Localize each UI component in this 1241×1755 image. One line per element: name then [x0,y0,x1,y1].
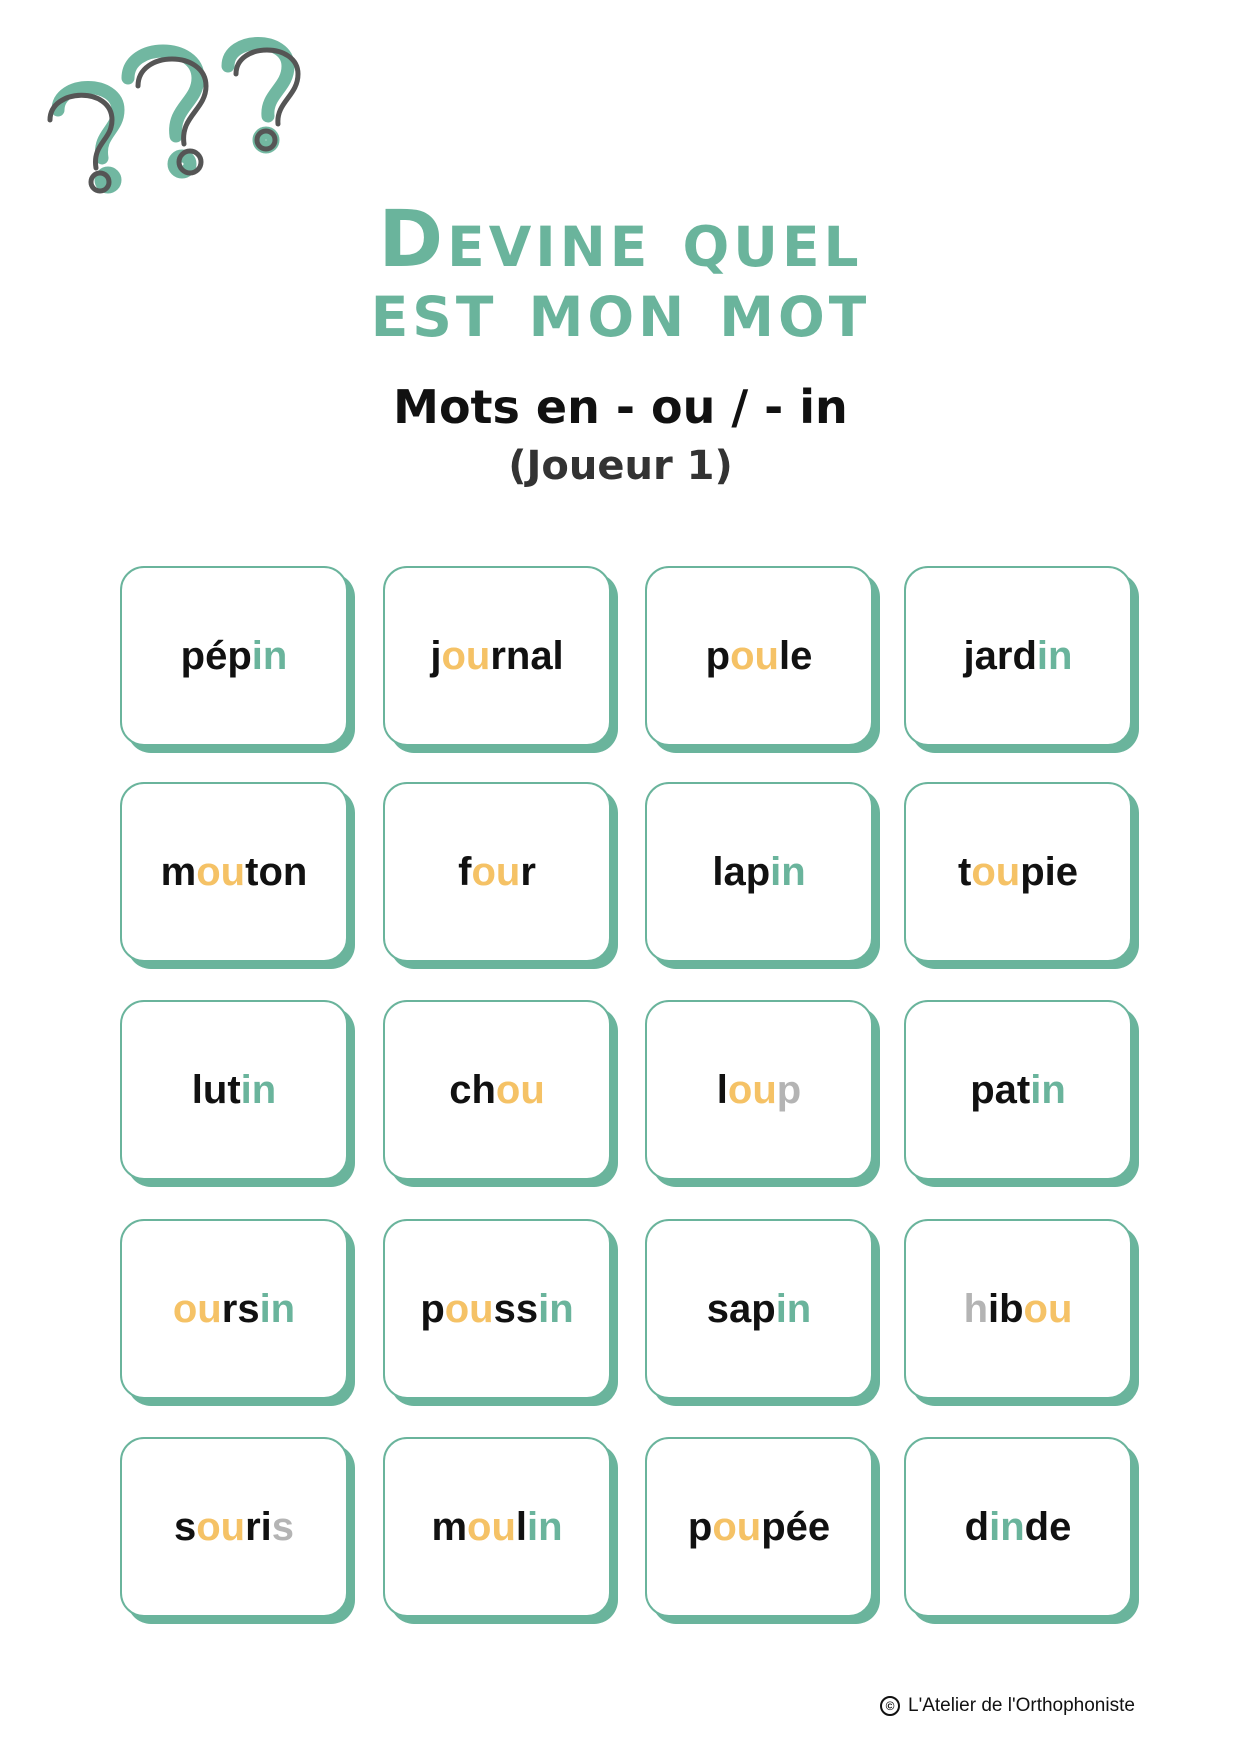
word-card[interactable] [383,1000,611,1180]
word-segment: p [687,1504,713,1549]
word-segment: ou [1023,1286,1073,1331]
word-card[interactable] [383,782,611,962]
credit-footer [880,1695,1180,1717]
word-segment: ib [988,1286,1024,1331]
word-segment: in [1036,633,1073,678]
word-segment: s [271,1504,295,1549]
word-segment: ou [471,849,521,894]
word-segment: jard [963,633,1037,678]
word-text [174,1505,294,1550]
word-card[interactable] [904,782,1132,962]
word-text [458,850,536,895]
word-text [958,850,1078,895]
word-segment: ri [245,1504,272,1549]
word-card[interactable] [645,566,873,746]
word-card[interactable] [645,782,873,962]
credit-text: L'Atelier de l'Orthophoniste [908,1695,1135,1716]
word-segment: ou [196,849,246,894]
word-segment: in [1030,1067,1066,1112]
word-segment: ou [196,1504,246,1549]
word-segment: in [240,1067,277,1112]
word-card[interactable] [904,566,1132,746]
word-text [707,1287,811,1332]
word-segment: sap [706,1286,776,1331]
copyright-icon: © [880,1696,900,1716]
word-segment: ou [727,1067,777,1112]
word-card[interactable] [120,782,348,962]
word-card[interactable] [120,1437,348,1617]
word-segment: r [520,849,536,894]
word-text [173,1287,295,1332]
word-segment: in [251,633,288,678]
word-segment: ou [441,633,491,678]
word-text [430,634,563,679]
word-segment: lap [712,849,771,894]
word-segment: lut [191,1067,241,1112]
word-text [706,634,813,679]
word-segment: ch [449,1067,496,1112]
word-segment: de [1024,1504,1072,1549]
word-segment: p [776,1067,802,1112]
word-segment: rs [221,1286,260,1331]
word-segment: rnal [490,633,564,678]
word-segment: p [705,633,731,678]
word-segment: s [173,1504,197,1549]
word-segment: d [964,1504,990,1549]
player-label: (Joueur 1) [508,443,733,489]
title-line-2: est mon mot [370,265,871,355]
word-segment: in [259,1286,296,1331]
word-segment: pép [180,633,252,678]
word-text [965,1505,1072,1550]
word-segment: l [515,1504,528,1549]
word-text [712,850,805,895]
word-card[interactable] [383,1219,611,1399]
word-text [431,1505,562,1550]
word-segment: in [770,849,806,894]
word-card[interactable] [904,1000,1132,1180]
word-segment: in [989,1504,1025,1549]
word-segment: ou [495,1067,545,1112]
word-segment: m [160,849,197,894]
word-card[interactable] [120,1219,348,1399]
word-card[interactable] [645,1000,873,1180]
word-segment: ss [493,1286,539,1331]
word-card[interactable] [120,1000,348,1180]
word-text [181,634,288,679]
subtitle: Mots en - ou / - in [393,380,848,434]
word-segment: pée [761,1504,831,1549]
word-segment: h [963,1286,988,1331]
word-card[interactable] [904,1437,1132,1617]
word-text [161,850,308,895]
word-segment: ou [712,1504,762,1549]
word-segment: l [716,1067,728,1112]
word-segment: ou [971,849,1021,894]
word-text [964,634,1073,679]
word-segment: in [527,1504,563,1549]
word-text [688,1505,830,1550]
word-segment: ou [444,1286,494,1331]
word-segment: ou [730,633,779,678]
word-card[interactable] [645,1219,873,1399]
word-segment: ton [245,849,308,894]
word-card[interactable] [904,1219,1132,1399]
word-text [420,1287,573,1332]
word-segment: f [458,849,472,894]
word-segment: ou [467,1504,516,1549]
word-segment: t [958,849,972,894]
word-segment: p [420,1286,445,1331]
word-card[interactable] [120,566,348,746]
word-text [449,1068,545,1113]
word-segment: ou [172,1286,222,1331]
word-card[interactable] [383,566,611,746]
title-line-1: Devine quel [378,195,863,285]
word-segment: pat [970,1067,1031,1112]
word-segment: in [775,1286,812,1331]
word-segment: m [431,1504,468,1549]
word-text [964,1287,1073,1332]
word-segment: j [430,633,442,678]
word-text [192,1068,276,1113]
word-card[interactable] [383,1437,611,1617]
word-text [717,1068,801,1113]
word-segment: in [538,1286,574,1331]
word-card[interactable] [645,1437,873,1617]
word-segment: le [778,633,813,678]
word-text [970,1068,1066,1113]
word-segment: pie [1020,849,1078,894]
